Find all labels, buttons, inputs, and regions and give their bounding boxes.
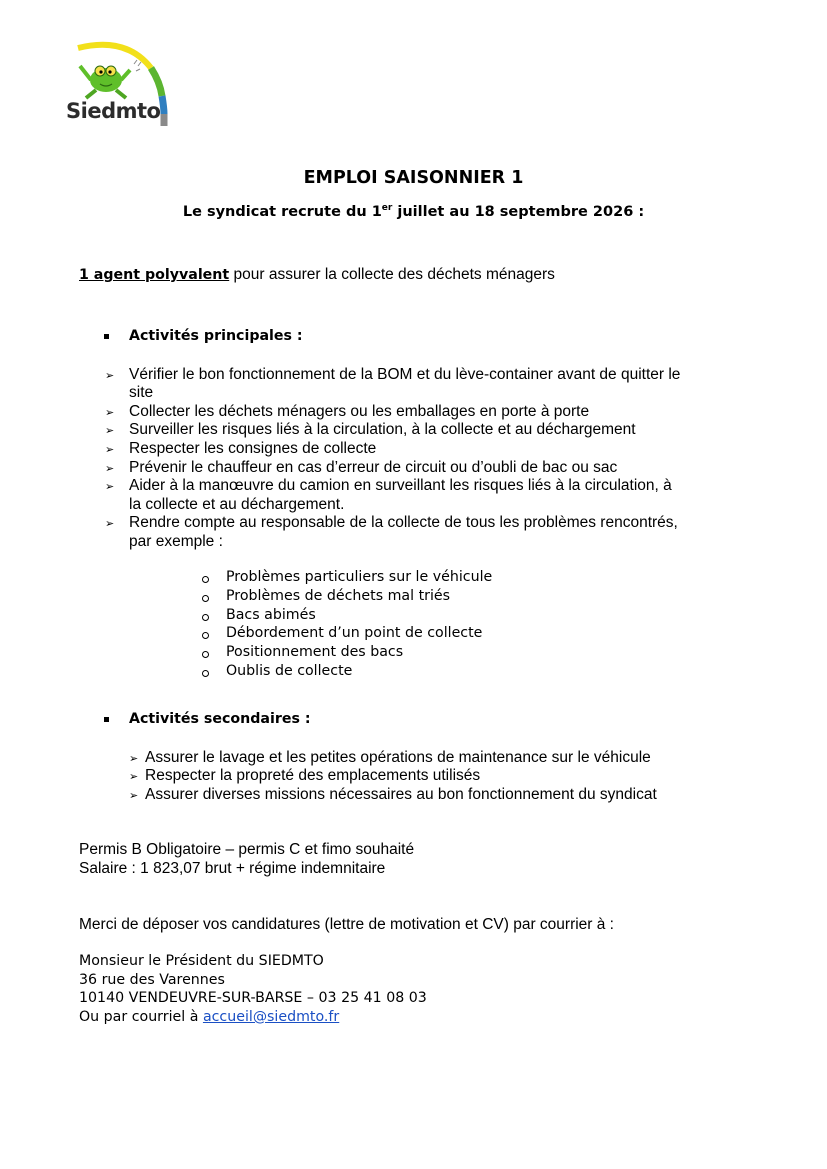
principal-item-1-line1: Vérifier le bon fonctionnement de la BOM et du lève-container avant de quitter le (129, 366, 681, 383)
principal-item-6-line1: Aider à la manœuvre du camion en surveillant les risques liés à la circulation, à (129, 477, 672, 494)
position-description: pour assurer la collecte des déchets ménagers (229, 266, 555, 283)
arrow-bullet-icon: ➢ (105, 424, 115, 437)
address-line-3: 10140 VENDEUVRE-SUR-BARSE – 03 25 41 08 03 (79, 990, 427, 1006)
logo-text: Siedmto (66, 99, 161, 123)
siedmto-logo (56, 38, 174, 130)
position-intro (79, 266, 555, 284)
square-bullet-icon (104, 334, 109, 339)
circle-bullet-icon (202, 670, 209, 677)
arrow-bullet-icon: ➢ (105, 443, 115, 456)
arrow-bullet-icon: ➢ (129, 752, 139, 765)
recruitment-period (0, 203, 827, 220)
arrow-bullet-icon: ➢ (105, 406, 115, 419)
arrow-bullet-icon: ➢ (129, 770, 139, 783)
address-line-1: Monsieur le Président du SIEDMTO (79, 953, 324, 969)
principal-item-3: Surveiller les risques liés à la circulation, à la collecte et au déchargement (129, 421, 636, 438)
principal-heading: Activités principales : (129, 328, 303, 344)
principal-item-4: Respecter les consignes de collecte (129, 440, 377, 457)
principal-item-7-line2: par exemple : (129, 533, 223, 550)
arrow-bullet-icon: ➢ (105, 517, 115, 530)
email-link[interactable]: accueil@siedmto.fr (202, 1009, 340, 1025)
arrow-bullet-icon: ➢ (105, 369, 115, 382)
example-item-4: Débordement d’un point de collecte (226, 625, 483, 641)
principal-item-5: Prévenir le chauffeur en cas d’erreur de circuit ou d’oubli de bac ou sac (129, 459, 618, 476)
principal-item-7-line1: Rendre compte au responsable de la collecte de tous les problèmes rencontrés, (129, 514, 678, 531)
principal-item-2: Collecter les déchets ménagers ou les emballages en porte à porte (129, 403, 590, 420)
circle-bullet-icon (202, 576, 209, 583)
example-item-3: Bacs abimés (226, 607, 316, 623)
example-item-5: Positionnement des bacs (226, 644, 404, 660)
secondary-item-3: Assurer diverses missions nécessaires au bon fonctionnement du syndicat (145, 786, 657, 803)
example-item-2: Problèmes de déchets mal triés (226, 588, 451, 604)
subtitle-prefix: Le syndicat recrute du 1 (182, 204, 382, 220)
page-title: EMPLOI SAISONNIER 1 (303, 168, 524, 188)
square-bullet-icon (104, 717, 109, 722)
circle-bullet-icon (202, 651, 209, 658)
position-name: 1 agent polyvalent (79, 267, 230, 283)
application-intro: Merci de déposer vos candidatures (lettre de motivation et CV) par courrier à : (79, 916, 614, 933)
arrow-bullet-icon: ➢ (105, 480, 115, 493)
email-line (79, 1009, 339, 1025)
subtitle-suffix: juillet au 18 septembre 2026 : (392, 204, 645, 220)
license-requirements: Permis B Obligatoire – permis C et fimo souhaité (79, 841, 415, 858)
circle-bullet-icon (202, 595, 209, 602)
arrow-bullet-icon: ➢ (105, 462, 115, 475)
arrow-bullet-icon: ➢ (129, 789, 139, 802)
circle-bullet-icon (202, 614, 209, 621)
salary: Salaire : 1 823,07 brut + régime indemnitaire (79, 860, 386, 877)
example-item-6: Oublis de collecte (226, 663, 353, 679)
email-prefix: Ou par courriel à (79, 1009, 203, 1025)
example-item-1: Problèmes particuliers sur le véhicule (226, 569, 493, 585)
address-line-2: 36 rue des Varennes (79, 972, 225, 988)
subtitle-superscript: er (381, 203, 393, 213)
secondary-item-1: Assurer le lavage et les petites opérations de maintenance sur le véhicule (145, 749, 651, 766)
secondary-heading: Activités secondaires : (129, 711, 311, 727)
principal-item-1-line2: site (129, 384, 154, 401)
circle-bullet-icon (202, 632, 209, 639)
principal-item-6-line2: la collecte et au déchargement. (129, 496, 345, 513)
secondary-item-2: Respecter la propreté des emplacements utilisés (145, 767, 481, 784)
